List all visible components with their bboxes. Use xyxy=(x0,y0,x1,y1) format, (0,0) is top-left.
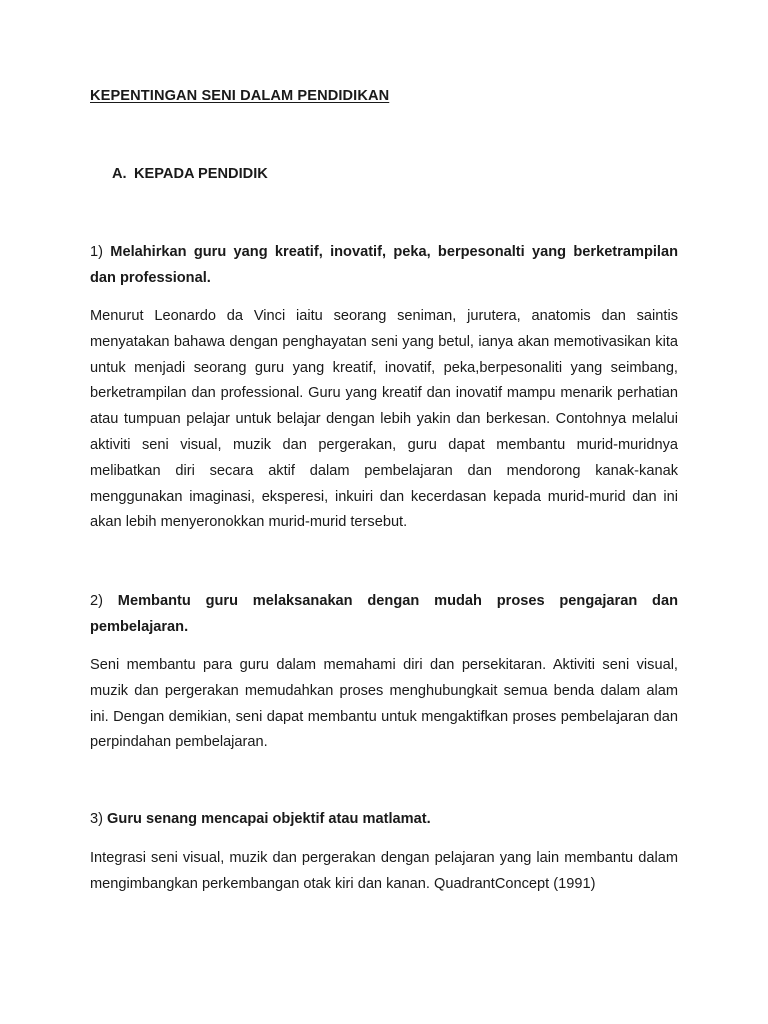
point-2-heading xyxy=(90,589,678,641)
section-label: KEPADA PENDIDIK xyxy=(134,166,268,182)
point-1-body: Menurut Leonardo da Vinci iaitu seorang seniman, jurutera, anatomis dan saintis menyatakan bahawa dengan penghayatan seni yang betul, ianya akan memotivasikan kita untuk menjadi seorang guru yang kreatif, inovatif, peka,berpesonaliti yang seimbang, berketrampilan dan professional. Guru yang kreatif dan inovatif mampu menarik perhatian atau tumpuan pelajar untuk belajar dengan lebih yakin dan berkesan. Contohnya melalui aktiviti seni visual, muzik dan pergerakan, guru dapat membantu murid-muridnya melibatkan diri secara aktif dalam pembelajaran dan mendorong kanak-kanak menggunakan imaginasi, eksperesi, inkuiri dan kecerdasan kepada murid-murid dan ini akan lebih menyeronokkan murid-murid tersebut. xyxy=(90,308,678,531)
document-title: KEPENTINGAN SENI DALAM PENDIDIKAN xyxy=(90,88,390,104)
point-3-body: Integrasi seni visual, muzik dan pergerakan dengan pelajaran yang lain membantu dalam mengimbangkan perkembangan otak kiri dan kanan. QuadrantConcept (1991) xyxy=(90,850,678,892)
point-2-number: 2) xyxy=(90,593,103,609)
point-3-heading xyxy=(90,807,678,833)
section-marker: A. xyxy=(112,166,127,182)
point-3-heading-text: Guru senang mencapai objektif atau matlamat. xyxy=(107,811,431,827)
point-2-heading-text: Membantu guru melaksanakan dengan mudah proses pengajaran dan pembelajaran. xyxy=(90,593,678,635)
point-1-number: 1) xyxy=(90,244,103,260)
point-2-body: Seni membantu para guru dalam memahami diri dan persekitaran. Aktiviti seni visual, muzik dan pergerakan memudahkan proses menghubungkait semua benda dalam alam ini. Dengan demikian, seni dapat membantu untuk mengaktifkan proses pembelajaran dan perpindahan pembelajaran. xyxy=(90,657,678,751)
section-heading xyxy=(112,166,268,182)
point-3-number: 3) xyxy=(90,811,103,827)
point-1-heading-text: Melahirkan guru yang kreatif, inovatif, peka, berpesonalti yang berketrampilan dan professional. xyxy=(90,244,678,286)
point-1-heading xyxy=(90,240,678,292)
